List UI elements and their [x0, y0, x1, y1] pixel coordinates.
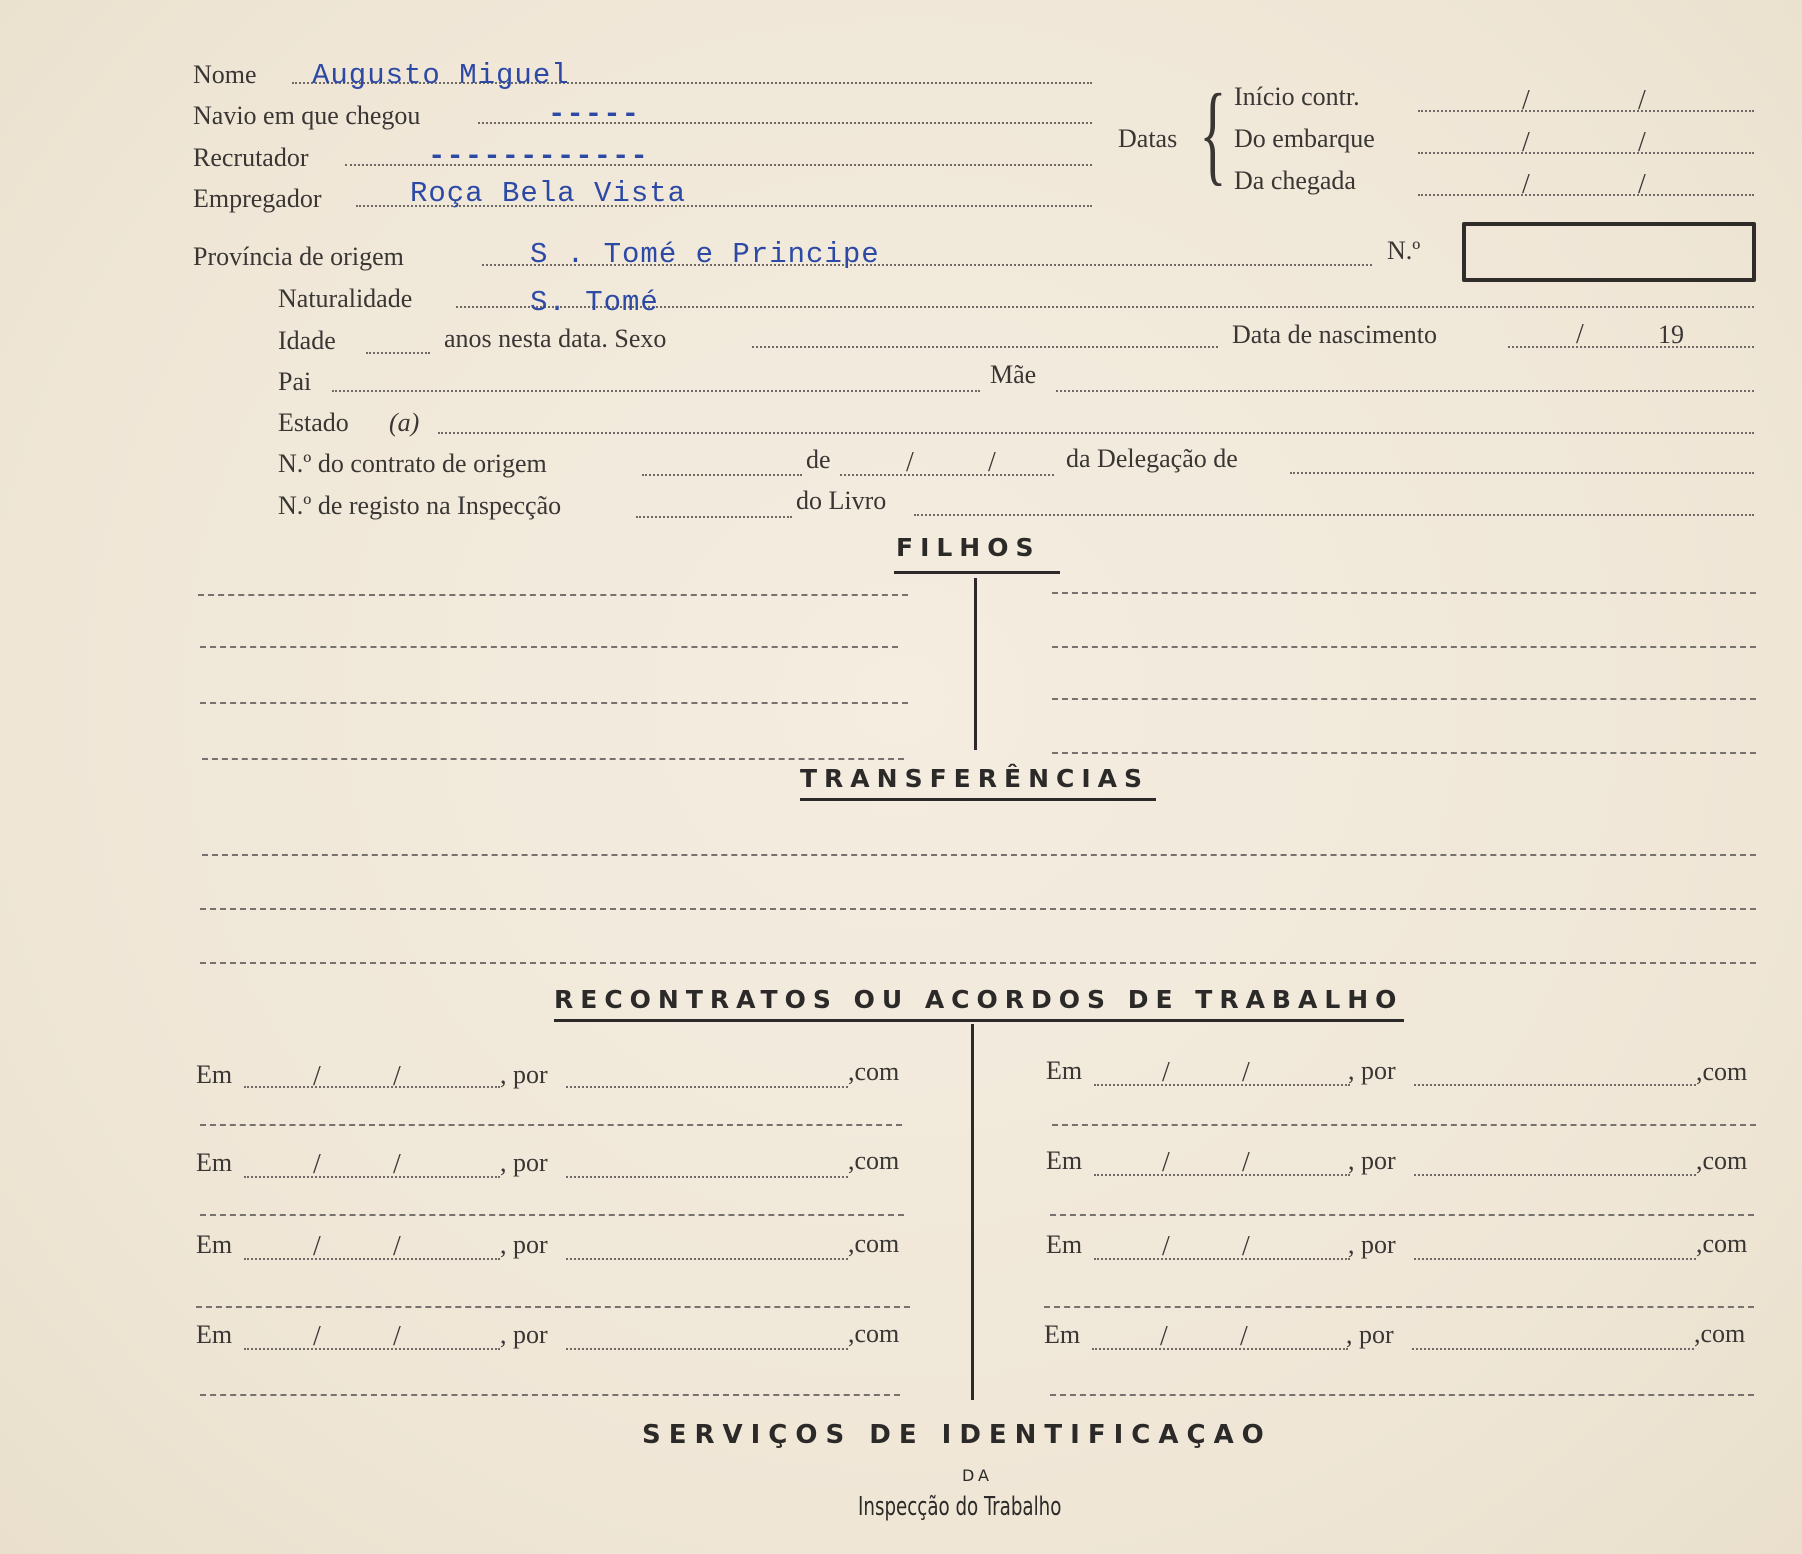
provincia-value: S . Tomé e Principe [530, 238, 880, 271]
estado-label: Estado [278, 408, 349, 437]
filhos-right-line [1052, 592, 1756, 594]
navio-label: Navio em que chegou [193, 101, 421, 130]
transferencias-line [202, 854, 1756, 856]
slash: / [1638, 85, 1646, 116]
datas-inicio-label: Início contr. [1234, 82, 1360, 111]
empregador-value: Roça Bela Vista [410, 177, 687, 210]
footer-inspeccao: Inspecção do Trabalho [858, 1492, 1062, 1522]
contrato-label: N.º do contrato de origem [278, 449, 547, 478]
naturalidade-label: Naturalidade [278, 284, 413, 313]
slash: / [1522, 169, 1530, 200]
numero-box[interactable] [1462, 222, 1756, 282]
slash: / [1522, 127, 1530, 158]
contrato-de-label: de [806, 445, 831, 474]
mae-line [1056, 390, 1754, 392]
provincia-label: Província de origem [193, 242, 404, 271]
filhos-left-line [200, 702, 908, 704]
transferencias-line [200, 962, 1756, 964]
footer-da: DA [962, 1466, 993, 1485]
datas-embarque-line [1418, 152, 1754, 154]
filhos-divider [974, 578, 977, 750]
transferencias-line [200, 908, 1756, 910]
filhos-left-line [200, 646, 898, 648]
livro-label: do Livro [796, 486, 887, 515]
datas-inicio-line [1418, 110, 1754, 112]
pai-label: Pai [278, 367, 312, 396]
anos-sexo-label: anos nesta data. Sexo [444, 324, 667, 353]
registo-label: N.º de registo na Inspecção [278, 491, 562, 520]
datas-label: Datas [1118, 124, 1178, 153]
filhos-right-line [1052, 698, 1756, 700]
contrato-date-line [840, 474, 1054, 476]
slash: / [906, 447, 914, 478]
recontratos-underline [554, 1019, 1404, 1022]
filhos-right-line [1052, 646, 1756, 648]
mae-label: Mãe [990, 360, 1037, 389]
naturalidade-value: S. Tomé [530, 286, 659, 319]
filhos-heading: FILHOS [896, 533, 1041, 562]
slash: / [1638, 127, 1646, 158]
numero-label: N.º [1387, 236, 1421, 265]
datas-chegada-line [1418, 194, 1754, 196]
contrato-line [642, 474, 802, 476]
idade-label: Idade [278, 326, 336, 355]
nome-value: Augusto Miguel [312, 59, 570, 92]
recrutador-label: Recrutador [193, 143, 309, 172]
delegacao-label: da Delegação de [1066, 444, 1238, 473]
pai-line [332, 390, 980, 392]
nascimento-line [1508, 346, 1754, 348]
slash: / [988, 447, 996, 478]
nascimento-century: 19 [1658, 320, 1684, 349]
recontratos-divider [971, 1024, 974, 1400]
datas-embarque-label: Do embarque [1234, 124, 1375, 153]
slash: / [1638, 169, 1646, 200]
filhos-underline [894, 571, 1060, 574]
navio-value: ----- [548, 98, 641, 131]
nascimento-label: Data de nascimento [1232, 320, 1438, 349]
brace-icon: { [1199, 72, 1227, 196]
transferencias-underline [800, 798, 1156, 801]
slash: / [1522, 85, 1530, 116]
recrutador-value: ------------ [428, 140, 649, 173]
datas-chegada-label: Da chegada [1234, 166, 1356, 195]
idade-line [366, 352, 430, 354]
sexo-line [752, 346, 1218, 348]
transferencias-heading: TRANSFERÊNCIAS [800, 764, 1149, 793]
estado-line [438, 432, 1754, 434]
registo-line [636, 516, 792, 518]
livro-line [914, 514, 1754, 516]
recontratos-heading: RECONTRATOS OU ACORDOS DE TRABALHO [554, 985, 1404, 1014]
footer-servicos: SERVIÇOS DE IDENTIFICAÇAO [642, 1420, 1272, 1450]
delegacao-line [1290, 472, 1754, 474]
filhos-right-line [1052, 752, 1756, 754]
identification-card: Nome Augusto Miguel Navio em que chegou ----- Recrutador ------------ Empregador Roça Bela Vista Datas { Início contr. / / Do embarque / / Da chegada / / Província de origem S . Tomé e Principe N.º Naturalidade S. Tomé Idade anos nesta data. Sexo Data de nascimento / 19 Pai Mãe Estado (a) N.º do contrato de origem de / / da Delegação de N.º de registo na Inspecção do Livro FILHOS TRANSFERÊNCIAS RECONTRATOS OU ACORDOS DE TRABALHO Em / / , por ,com Em / / , por ,com Em / / , por ,com Em / / , por ,com Em / / , por ,com Em / / , por ,com Em / / , por ,com Em / / , por ,com SERVIÇOS DE IDENTIFICAÇAO DA Inspecção do Trabalho [0, 0, 1802, 1554]
nome-label: Nome [193, 60, 257, 89]
estado-note: (a) [389, 408, 420, 437]
slash: / [1576, 319, 1584, 350]
empregador-label: Empregador [193, 184, 322, 213]
filhos-left-line [202, 758, 904, 760]
filhos-left-line [198, 594, 908, 596]
